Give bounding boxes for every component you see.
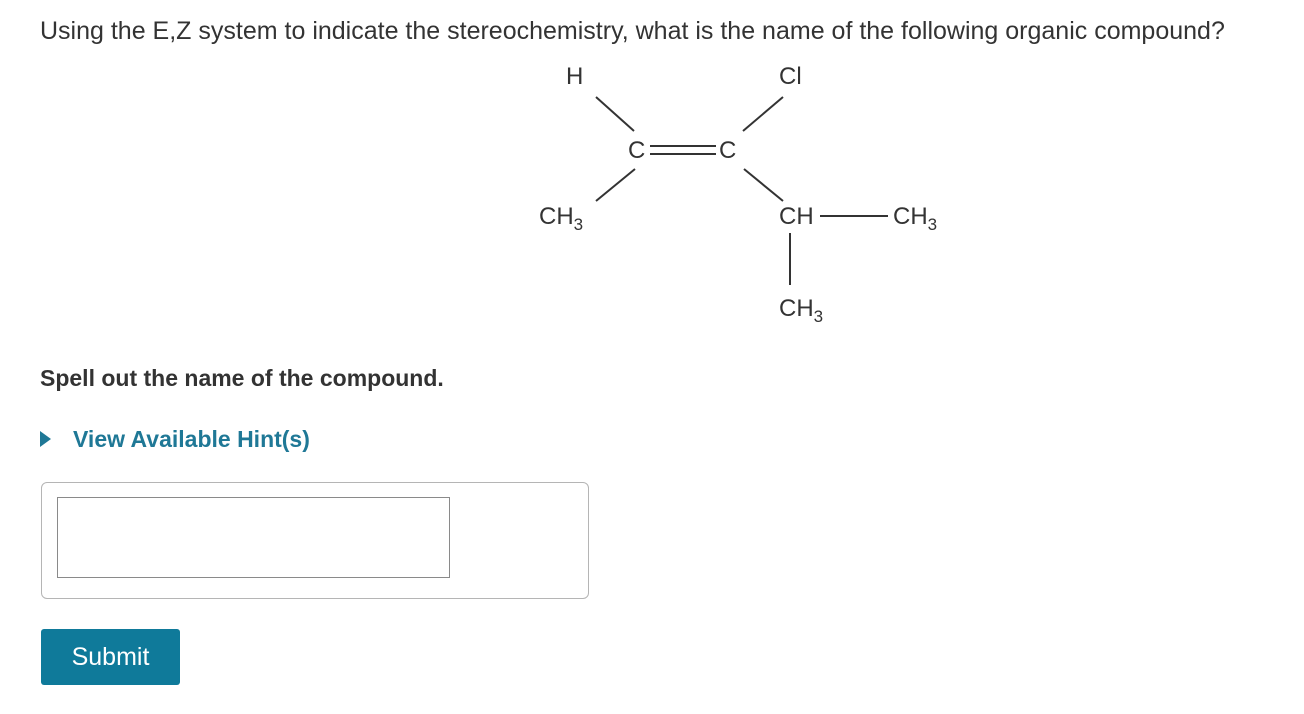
group-ch-branch: CH (779, 203, 814, 230)
answer-input[interactable] (57, 497, 450, 578)
bond-right-carbon-to-ch (744, 169, 783, 201)
group-ch3-down (779, 295, 823, 326)
question-text: Using the E,Z system to indicate the stereochemistry, what is the name of the following organic compound? (40, 17, 1225, 45)
atom-h-label: H (566, 63, 584, 90)
bond-h-to-left-carbon (596, 97, 634, 131)
group-ch3-left-sub: 3 (573, 215, 584, 234)
answer-panel (41, 482, 589, 599)
bond-cl-to-right-carbon (743, 97, 783, 131)
bond-left-carbon-to-ch3 (596, 169, 635, 201)
group-ch3-down-sub: 3 (813, 307, 824, 326)
atom-right-carbon: C (719, 137, 737, 164)
instruction-text: Spell out the name of the compound. (40, 365, 444, 391)
atom-left-carbon: C (628, 137, 646, 164)
molecule-structure (0, 0, 1304, 340)
group-ch3-down-main: CH (779, 295, 814, 322)
view-hints-toggle[interactable] (40, 423, 310, 455)
group-ch3-right-main: CH (893, 203, 928, 230)
caret-right-icon (40, 431, 51, 447)
submit-button[interactable]: Submit (41, 629, 180, 685)
group-ch3-right-sub: 3 (927, 215, 938, 234)
group-ch3-right (893, 203, 937, 234)
group-ch3-left (539, 203, 583, 234)
atom-cl-label: Cl (779, 63, 802, 90)
view-hints-label: View Available Hint(s) (73, 426, 310, 452)
group-ch3-left-main: CH (539, 203, 574, 230)
